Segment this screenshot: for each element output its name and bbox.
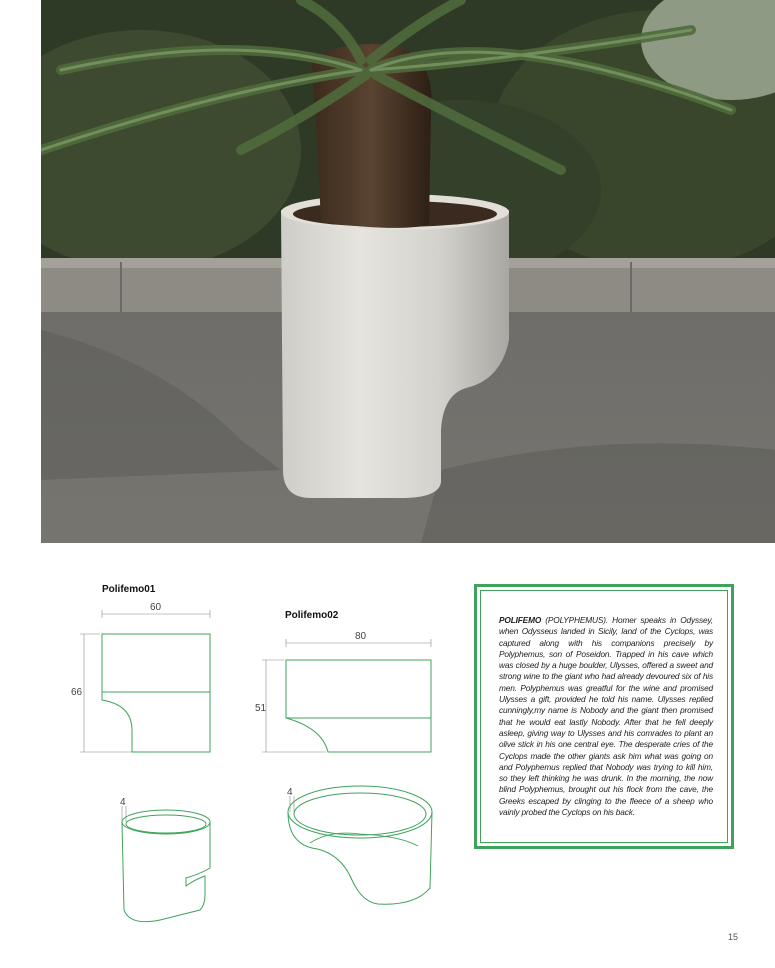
description-box-inner — [480, 590, 728, 843]
width-polifemo01: 60 — [150, 602, 162, 613]
wall-polifemo02: 4 — [287, 787, 293, 798]
height-polifemo01: 66 — [71, 687, 83, 698]
description-title: POLIFEMO — [499, 615, 542, 625]
product-label-polifemo02: Polifemo02 — [285, 610, 339, 621]
description-body: (POLYPHEMUS). Homer speaks in Odyssey, when Odysseus landed in Sicily, land of the Cyclops, was captured along with his companions precisely by Polyphemus, son of Poseidon. Trapped in his cave which was closed by a huge boulder, Ulysses, offered a sweet and strong wine to the giant who had already devoured six of his men. Polyphemus was greatful for the wine and promised Ulysses a gift, provided he told his name. Ulysses replied cunningly,my name is Nobody and the giant then promised that he would eat lastly Nobody. After that he fell deeply asleep, giving way to Ulysses and his comrades to plant an olive stick in his one central eye. The desperate cries of the Cyclops made the other giants ask him what was going on and Polyphemus replied that Nobody was trying to kill him, so they left thinking he was drunk. In the morning, the now blind Polyphemus, brought out his flock from the cave, the Greeks escaped by clinging to the fleece of a sheep who vainly probed the Cyclops on his back. — [499, 615, 713, 818]
perspective-polifemo01 — [122, 806, 210, 922]
height-polifemo02: 51 — [255, 703, 267, 714]
width-polifemo02: 80 — [355, 631, 367, 642]
description-text — [499, 615, 713, 818]
elevation-polifemo01 — [80, 610, 210, 752]
product-label-polifemo01: Polifemo01 — [102, 584, 156, 595]
perspective-polifemo02 — [288, 786, 432, 904]
description-box — [474, 584, 734, 849]
wall-polifemo01: 4 — [120, 797, 126, 808]
page-number: 15 — [728, 932, 739, 942]
elevation-polifemo02 — [262, 639, 431, 752]
